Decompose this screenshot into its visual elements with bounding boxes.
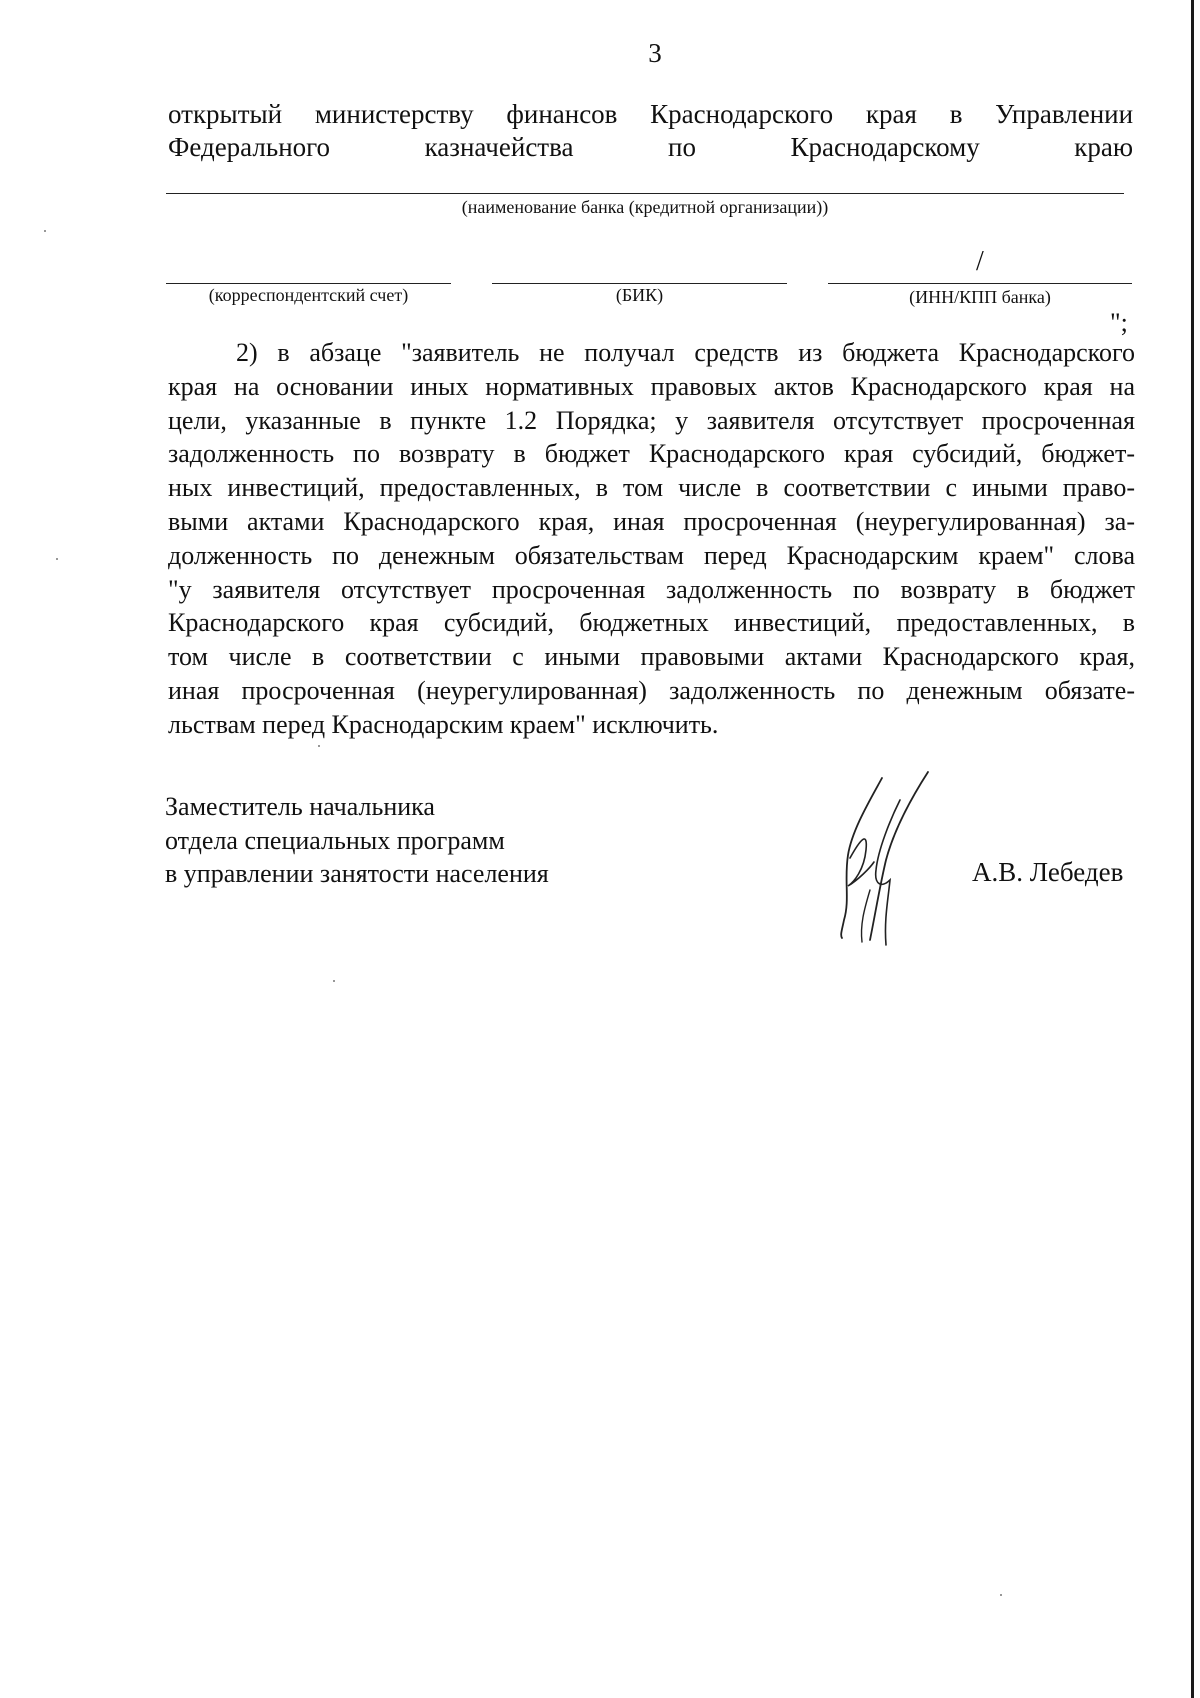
paragraph-line: выми актами Краснодарского края, иная просроченная (неурегулированная) за- <box>168 506 1135 536</box>
bank-word: в <box>949 99 963 129</box>
bank-name-caption: (наименование банка (кредитной организации)) <box>461 197 829 217</box>
paragraph-line: 2) в абзаце "заявитель не получал средств из бюджета Краснодарского <box>236 338 1135 367</box>
bank-word: края <box>865 99 917 129</box>
bank-word: Управлении <box>995 99 1134 129</box>
paragraph-line: льствам перед Краснодарским краем" исключить. <box>168 709 719 739</box>
bank-word: казначейства <box>424 132 574 162</box>
bank-word: министерству <box>314 99 474 129</box>
bank-word: Федерального <box>168 132 331 162</box>
bank-word: открытый <box>168 99 283 129</box>
bank-word: по <box>668 132 696 162</box>
scan-speck <box>333 980 335 982</box>
closing-quote-mark: "; <box>1110 308 1128 337</box>
paragraph-line: цели, указанные в пункте 1.2 Порядка; у заявителя отсутствует просроченная <box>168 405 1135 435</box>
paragraph-line: том числе в соответствии с иными правовыми актами Краснодарского края, <box>168 642 1135 672</box>
inn-kpp-rule <box>828 283 1132 284</box>
paragraph-line: долженность по денежным обязательствам перед Краснодарским краем" слова <box>168 540 1135 570</box>
corr-account-rule <box>166 283 451 284</box>
bik-caption: (БИК) <box>615 285 664 305</box>
paragraph-line: края на основании иных нормативных правовых актов Краснодарского края на <box>168 371 1135 401</box>
paragraph-line: "у заявителя отсутствует просроченная задолженность по возврату в бюджет <box>168 574 1135 604</box>
bank-word: краю <box>1074 132 1134 162</box>
bank-word: Краснодарскому <box>790 132 980 162</box>
handwritten-signature <box>830 770 950 950</box>
signatory-position-line: Заместитель начальника <box>165 792 435 821</box>
scan-speck <box>56 558 58 560</box>
bank-name-rule <box>166 193 1124 194</box>
paragraph-line: иная просроченная (неурегулированная) задолженность по денежным обязате- <box>168 675 1135 705</box>
scan-edge <box>1191 0 1194 1698</box>
inn-kpp-slash: / <box>976 246 984 277</box>
signatory-position-line: отдела специальных программ <box>165 825 505 855</box>
inn-kpp-caption: (ИНН/КПП банка) <box>909 287 1051 307</box>
scan-speck <box>318 745 320 747</box>
signatory-position <box>165 790 549 891</box>
bank-word: финансов <box>506 99 618 129</box>
paragraph-line: Краснодарского края субсидий, бюджетных инвестиций, предоставленных, в <box>168 608 1135 638</box>
bank-word: Краснодарского <box>650 99 834 129</box>
corr-account-caption: (корреспондентский счет) <box>208 285 409 305</box>
signer-name: А.В. Лебедев <box>972 857 1124 887</box>
amendment-paragraph <box>168 336 1135 742</box>
bik-rule <box>492 283 787 284</box>
signatory-position-line: в управлении занятости населения <box>165 859 549 888</box>
scan-speck <box>44 230 46 232</box>
paragraph-line: задолженность по возврату в бюджет Краснодарского края субсидий, бюджет- <box>168 439 1135 469</box>
page-number: 3 <box>648 38 662 68</box>
scan-speck <box>1000 1594 1002 1596</box>
bank-line-1 <box>168 97 1133 131</box>
paragraph-line: ных инвестиций, предоставленных, в том числе в соответствии с иными право- <box>168 473 1135 503</box>
bank-line-2 <box>168 130 1133 164</box>
